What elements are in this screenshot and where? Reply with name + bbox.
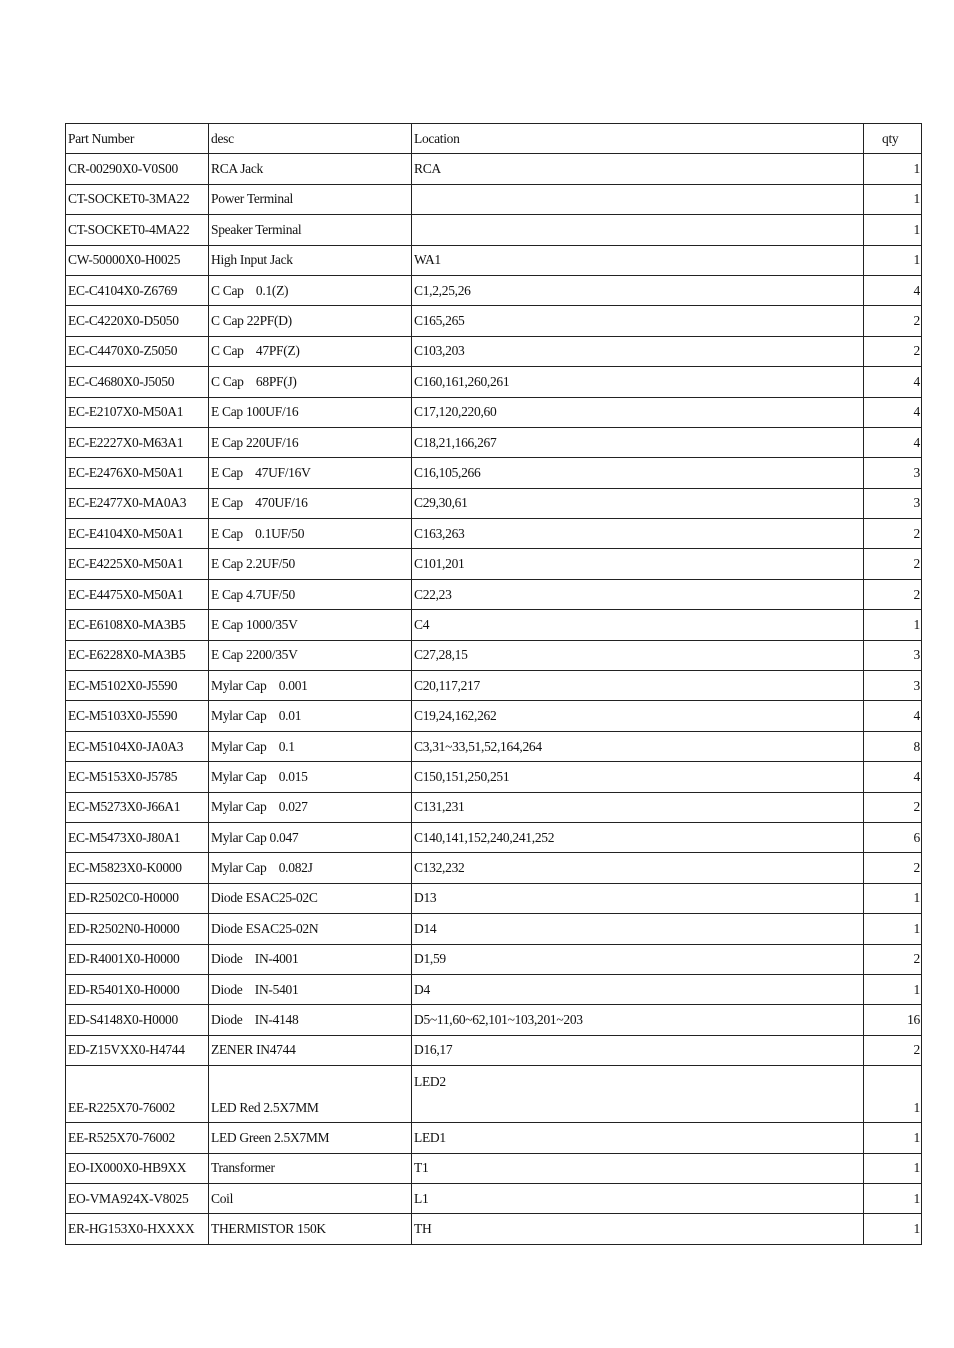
cell-desc: Mylar Cap 0.027 [209, 792, 412, 822]
table-row [66, 853, 922, 883]
cell-location: C16,105,266 [412, 458, 864, 488]
cell-desc: C Cap 22PF(D) [209, 306, 412, 336]
table-row [66, 701, 922, 731]
table-row [66, 367, 922, 397]
cell-qty: 1 [864, 215, 922, 245]
cell-location: C19,24,162,262 [412, 701, 864, 731]
cell-desc: Mylar Cap 0.082J [209, 853, 412, 883]
cell-location: WA1 [412, 245, 864, 275]
cell-location: C150,151,250,251 [412, 762, 864, 792]
cell-desc: LED Green 2.5X7MM [209, 1123, 412, 1153]
cell-qty: 1 [864, 1066, 922, 1123]
cell-part-number: EE-R225X70-76002 [66, 1066, 209, 1123]
table-row [66, 427, 922, 457]
cell-qty: 2 [864, 306, 922, 336]
header-desc: desc [209, 124, 412, 154]
cell-desc: Diode ESAC25-02N [209, 914, 412, 944]
cell-qty: 2 [864, 519, 922, 549]
table-row [66, 549, 922, 579]
cell-qty: 3 [864, 488, 922, 518]
cell-qty: 4 [864, 275, 922, 305]
table-row [66, 1005, 922, 1035]
cell-part-number: ED-R2502N0-H0000 [66, 914, 209, 944]
cell-desc: E Cap 2200/35V [209, 640, 412, 670]
cell-part-number: EO-VMA924X-V8025 [66, 1183, 209, 1213]
parts-table [65, 123, 922, 1245]
cell-desc: E Cap 220UF/16 [209, 427, 412, 457]
cell-part-number: EC-M5473X0-J80A1 [66, 822, 209, 852]
cell-qty: 4 [864, 427, 922, 457]
cell-qty: 6 [864, 822, 922, 852]
cell-desc: E Cap 100UF/16 [209, 397, 412, 427]
cell-desc: E Cap 1000/35V [209, 610, 412, 640]
cell-desc: RCA Jack [209, 154, 412, 184]
table-row [66, 944, 922, 974]
cell-part-number: EC-E2107X0-M50A1 [66, 397, 209, 427]
cell-location: D14 [412, 914, 864, 944]
cell-location [412, 184, 864, 214]
cell-desc: E Cap 47UF/16V [209, 458, 412, 488]
cell-desc: Diode IN-4148 [209, 1005, 412, 1035]
table-row [66, 215, 922, 245]
table-row [66, 640, 922, 670]
cell-qty: 3 [864, 640, 922, 670]
parts-table-body [66, 124, 922, 1245]
cell-part-number: ED-R5401X0-H0000 [66, 974, 209, 1004]
cell-qty: 1 [864, 245, 922, 275]
cell-desc: C Cap 0.1(Z) [209, 275, 412, 305]
cell-desc: C Cap 47PF(Z) [209, 336, 412, 366]
cell-part-number: CT-SOCKET0-4MA22 [66, 215, 209, 245]
cell-desc: LED Red 2.5X7MM [209, 1066, 412, 1123]
cell-location: C18,21,166,267 [412, 427, 864, 457]
cell-part-number: EC-E2227X0-M63A1 [66, 427, 209, 457]
header-location: Location [412, 124, 864, 154]
cell-part-number: EC-M5273X0-J66A1 [66, 792, 209, 822]
cell-location: C17,120,220,60 [412, 397, 864, 427]
cell-desc: E Cap 0.1UF/50 [209, 519, 412, 549]
cell-location: D1,59 [412, 944, 864, 974]
cell-qty: 1 [864, 184, 922, 214]
cell-qty: 4 [864, 367, 922, 397]
cell-location: TH [412, 1214, 864, 1244]
cell-desc: Speaker Terminal [209, 215, 412, 245]
table-row [66, 184, 922, 214]
cell-qty: 16 [864, 1005, 922, 1035]
cell-part-number: EO-IX000X0-HB9XX [66, 1153, 209, 1183]
cell-desc: Diode IN-5401 [209, 974, 412, 1004]
cell-part-number: EC-C4470X0-Z5050 [66, 336, 209, 366]
cell-desc: Mylar Cap 0.047 [209, 822, 412, 852]
cell-part-number: ED-S4148X0-H0000 [66, 1005, 209, 1035]
cell-location: C103,203 [412, 336, 864, 366]
cell-part-number: EC-M5103X0-J5590 [66, 701, 209, 731]
table-header-row [66, 124, 922, 154]
cell-desc: THERMISTOR 150K [209, 1214, 412, 1244]
cell-part-number: EC-E2477X0-MA0A3 [66, 488, 209, 518]
table-row [66, 883, 922, 913]
cell-desc: E Cap 470UF/16 [209, 488, 412, 518]
cell-qty: 1 [864, 914, 922, 944]
cell-part-number: EE-R525X70-76002 [66, 1123, 209, 1153]
cell-part-number: EC-C4680X0-J5050 [66, 367, 209, 397]
cell-location: C22,23 [412, 579, 864, 609]
cell-part-number: EC-E4225X0-M50A1 [66, 549, 209, 579]
cell-location: D13 [412, 883, 864, 913]
cell-location: C20,117,217 [412, 671, 864, 701]
cell-location: D16,17 [412, 1035, 864, 1065]
cell-qty: 2 [864, 1035, 922, 1065]
cell-part-number: EC-M5104X0-JA0A3 [66, 731, 209, 761]
cell-location: C27,28,15 [412, 640, 864, 670]
cell-location: RCA [412, 154, 864, 184]
cell-qty: 2 [864, 853, 922, 883]
table-row [66, 245, 922, 275]
table-row [66, 762, 922, 792]
cell-qty: 2 [864, 579, 922, 609]
cell-qty: 2 [864, 792, 922, 822]
cell-part-number: EC-M5153X0-J5785 [66, 762, 209, 792]
table-row [66, 306, 922, 336]
table-row [66, 1123, 922, 1153]
table-row [66, 519, 922, 549]
cell-qty: 3 [864, 458, 922, 488]
cell-part-number: EC-E4104X0-M50A1 [66, 519, 209, 549]
cell-location [412, 215, 864, 245]
cell-qty: 4 [864, 397, 922, 427]
cell-location: C29,30,61 [412, 488, 864, 518]
cell-qty: 2 [864, 549, 922, 579]
table-row [66, 914, 922, 944]
cell-part-number: EC-E6108X0-MA3B5 [66, 610, 209, 640]
table-row [66, 731, 922, 761]
table-row [66, 1183, 922, 1213]
cell-qty: 1 [864, 883, 922, 913]
cell-qty: 3 [864, 671, 922, 701]
cell-desc: Power Terminal [209, 184, 412, 214]
cell-qty: 4 [864, 762, 922, 792]
cell-part-number: EC-E6228X0-MA3B5 [66, 640, 209, 670]
cell-qty: 4 [864, 701, 922, 731]
table-row [66, 275, 922, 305]
cell-qty: 1 [864, 1214, 922, 1244]
cell-location: D4 [412, 974, 864, 1004]
cell-desc: Coil [209, 1183, 412, 1213]
table-row [66, 336, 922, 366]
cell-desc: Mylar Cap 0.015 [209, 762, 412, 792]
table-row [66, 792, 922, 822]
cell-part-number: EC-E4475X0-M50A1 [66, 579, 209, 609]
table-row [66, 1066, 922, 1123]
cell-part-number: CW-50000X0-H0025 [66, 245, 209, 275]
cell-desc: Mylar Cap 0.01 [209, 701, 412, 731]
header-qty: qty [864, 124, 922, 154]
cell-location: C1,2,25,26 [412, 275, 864, 305]
table-row [66, 458, 922, 488]
cell-qty: 1 [864, 1183, 922, 1213]
cell-location: LED2 [412, 1066, 864, 1123]
cell-qty: 1 [864, 154, 922, 184]
cell-part-number: ED-R2502C0-H0000 [66, 883, 209, 913]
cell-qty: 8 [864, 731, 922, 761]
table-row [66, 822, 922, 852]
cell-desc: E Cap 2.2UF/50 [209, 549, 412, 579]
cell-desc: ZENER IN4744 [209, 1035, 412, 1065]
cell-part-number: ED-R4001X0-H0000 [66, 944, 209, 974]
table-row [66, 974, 922, 1004]
cell-desc: Mylar Cap 0.1 [209, 731, 412, 761]
cell-part-number: EC-E2476X0-M50A1 [66, 458, 209, 488]
cell-location: C160,161,260,261 [412, 367, 864, 397]
cell-location: L1 [412, 1183, 864, 1213]
cell-location: T1 [412, 1153, 864, 1183]
header-part-number: Part Number [66, 124, 209, 154]
table-row [66, 579, 922, 609]
table-row [66, 610, 922, 640]
table-row [66, 1035, 922, 1065]
cell-part-number: EC-M5823X0-K0000 [66, 853, 209, 883]
cell-location: C4 [412, 610, 864, 640]
cell-desc: C Cap 68PF(J) [209, 367, 412, 397]
cell-qty: 2 [864, 336, 922, 366]
cell-location: D5~11,60~62,101~103,201~203 [412, 1005, 864, 1035]
cell-qty: 1 [864, 1153, 922, 1183]
cell-part-number: EC-M5102X0-J5590 [66, 671, 209, 701]
table-row [66, 488, 922, 518]
cell-location: C140,141,152,240,241,252 [412, 822, 864, 852]
cell-desc: E Cap 4.7UF/50 [209, 579, 412, 609]
table-row [66, 154, 922, 184]
cell-qty: 1 [864, 974, 922, 1004]
cell-qty: 1 [864, 610, 922, 640]
cell-location: C131,231 [412, 792, 864, 822]
cell-part-number: CT-SOCKET0-3MA22 [66, 184, 209, 214]
table-row [66, 397, 922, 427]
cell-location: C163,263 [412, 519, 864, 549]
cell-desc: Diode ESAC25-02C [209, 883, 412, 913]
table-row [66, 671, 922, 701]
cell-location: LED1 [412, 1123, 864, 1153]
cell-qty: 1 [864, 1123, 922, 1153]
cell-location: C101,201 [412, 549, 864, 579]
cell-part-number: CR-00290X0-V0S00 [66, 154, 209, 184]
cell-part-number: ED-Z15VXX0-H4744 [66, 1035, 209, 1065]
cell-desc: High Input Jack [209, 245, 412, 275]
cell-qty: 2 [864, 944, 922, 974]
cell-desc: Mylar Cap 0.001 [209, 671, 412, 701]
cell-part-number: EC-C4104X0-Z6769 [66, 275, 209, 305]
cell-part-number: ER-HG153X0-HXXXX [66, 1214, 209, 1244]
cell-location: C132,232 [412, 853, 864, 883]
cell-part-number: EC-C4220X0-D5050 [66, 306, 209, 336]
cell-location: C3,31~33,51,52,164,264 [412, 731, 864, 761]
cell-desc: Diode IN-4001 [209, 944, 412, 974]
table-row [66, 1214, 922, 1244]
cell-desc: Transformer [209, 1153, 412, 1183]
table-row [66, 1153, 922, 1183]
cell-location: C165,265 [412, 306, 864, 336]
